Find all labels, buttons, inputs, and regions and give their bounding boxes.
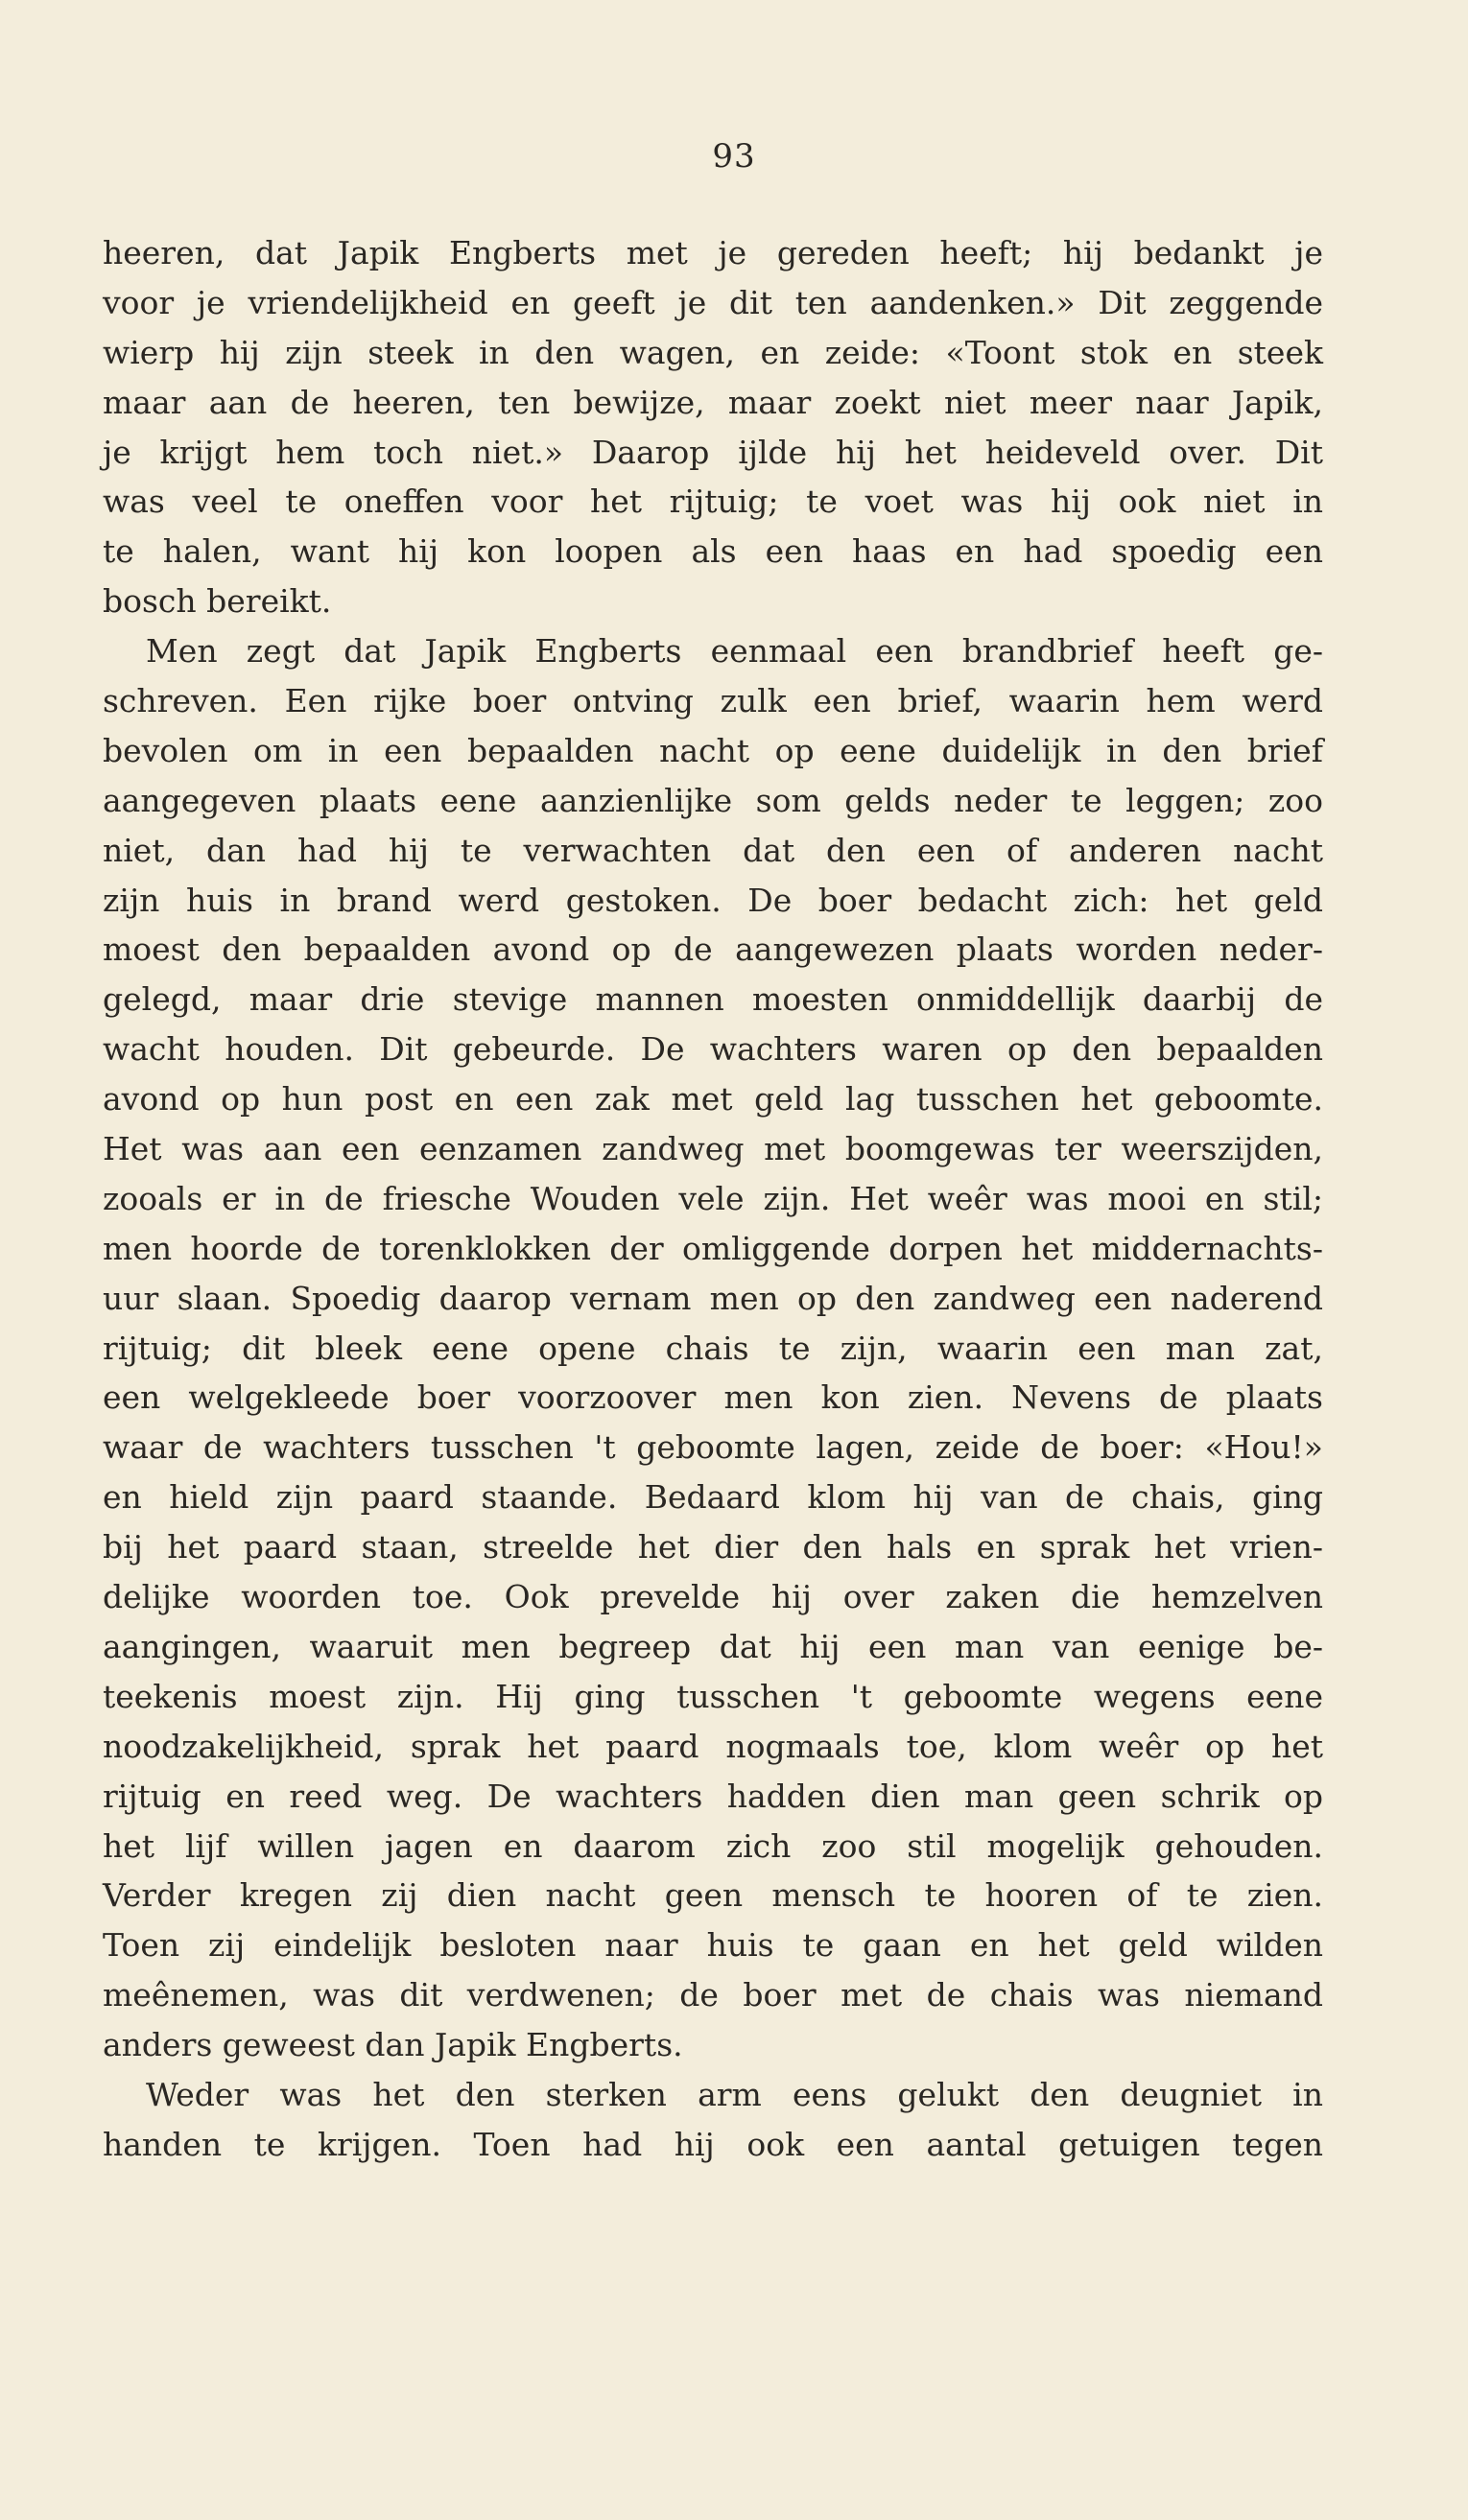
text-line: wierp hij zijn steek in den wagen, en zeide: «Toont stok en steek [103,333,1323,371]
text-line: te halen, want hij kon loopen als een haas en had spoedig een [103,532,1323,571]
text-line: noodzakelijkheid, sprak het paard nogmaals toe, klom weêr op het [103,1727,1323,1765]
text-line: zooals er in de friesche Wouden vele zijn. Het weêr was mooi en stil; [103,1179,1323,1217]
text-line: aangingen, waaruit men begreep dat hij een man van eenige be- [103,1627,1323,1665]
text-line: rijtuig; dit bleek eene opene chais te zijn, waarin een man zat, [103,1329,1323,1367]
text-line: je krijgt hem toch niet.» Daarop ijlde hij het heideveld over. Dit [103,433,1323,471]
page-number: 93 [712,137,756,176]
text-line: Het was aan een eenzamen zandweg met boomgewas ter weerszijden, [103,1130,1323,1168]
text-line: een welgekleede boer voorzoover men kon zien. Nevens de plaats [103,1378,1323,1417]
text-line: rijtuig en reed weg. De wachters hadden dien man geen schrik op [103,1777,1323,1815]
text-line: niet, dan had hij te verwachten dat den een of anderen nacht [103,831,1323,869]
text-line: delijke woorden toe. Ook prevelde hij over zaken die hemzelven [103,1578,1323,1616]
text-line: waar de wachters tusschen 't geboomte lagen, zeide de boer: «Hou!» [103,1428,1323,1467]
text-line: anders geweest dan Japik Engberts. [103,2026,683,2064]
text-line: was veel te oneffen voor het rijtuig; te voet was hij ook niet in [103,483,1323,521]
text-line: en hield zijn paard staande. Bedaard klom hij van de chais, ging [103,1478,1323,1517]
text-line: maar aan de heeren, ten bewijze, maar zoekt niet meer naar Japik, [103,383,1323,421]
text-line: het lijf willen jagen en daarom zich zoo stil mogelijk gehouden. [103,1826,1323,1865]
text-line: Weder was het den sterken arm eens gelukt den deugniet in [146,2075,1323,2113]
text-line: voor je vriendelijkheid en geeft je dit ten aandenken.» Dit zeggende [103,283,1323,321]
text-line: avond op hun post en een zak met geld lag tusschen het geboomte. [103,1080,1323,1119]
text-line: meênemen, was dit verdwenen; de boer met de chais was niemand [103,1976,1323,2014]
text-line: gelegd, maar drie stevige mannen moesten onmiddellijk daarbij de [103,980,1323,1019]
text-line: bij het paard staan, streelde het dier den hals en sprak het vrien- [103,1528,1323,1566]
text-line: handen te krijgen. Toen had hij ook een aantal getuigen tegen [103,2125,1323,2163]
text-line: Verder kregen zij dien nacht geen mensch te hooren of te zien. [103,1876,1323,1915]
text-line: teekenis moest zijn. Hij ging tusschen 't geboomte wegens eene [103,1677,1323,1715]
text-line: moest den bepaalden avond op de aangewezen plaats worden neder- [103,930,1323,969]
text-line: wacht houden. Dit gebeurde. De wachters waren op den bepaalden [103,1030,1323,1069]
text-line: men hoorde de torenklokken der omliggende dorpen het middernachts- [103,1229,1323,1267]
text-line: Toen zij eindelijk besloten naar huis te gaan en het geld wilden [103,1926,1323,1965]
text-line: bosch bereikt. [103,582,332,621]
text-line: bevolen om in een bepaalden nacht op eene duidelijk in den brief [103,731,1323,769]
body-text [103,228,1323,2170]
text-line: zijn huis in brand werd gestoken. De boer bedacht zich: het geld [103,881,1323,919]
text-line: heeren, dat Japik Engberts met je gereden heeft; hij bedankt je [103,234,1323,271]
text-line: aangegeven plaats eene aanzienlijke som gelds neder te leggen; zoo [103,781,1323,819]
text-line: uur slaan. Spoedig daarop vernam men op den zandweg een naderend [103,1279,1323,1317]
text-line: schreven. Een rijke boer ontving zulk een brief, waarin hem werd [103,682,1323,720]
text-line: Men zegt dat Japik Engberts eenmaal een brandbrief heeft ge- [146,632,1323,671]
